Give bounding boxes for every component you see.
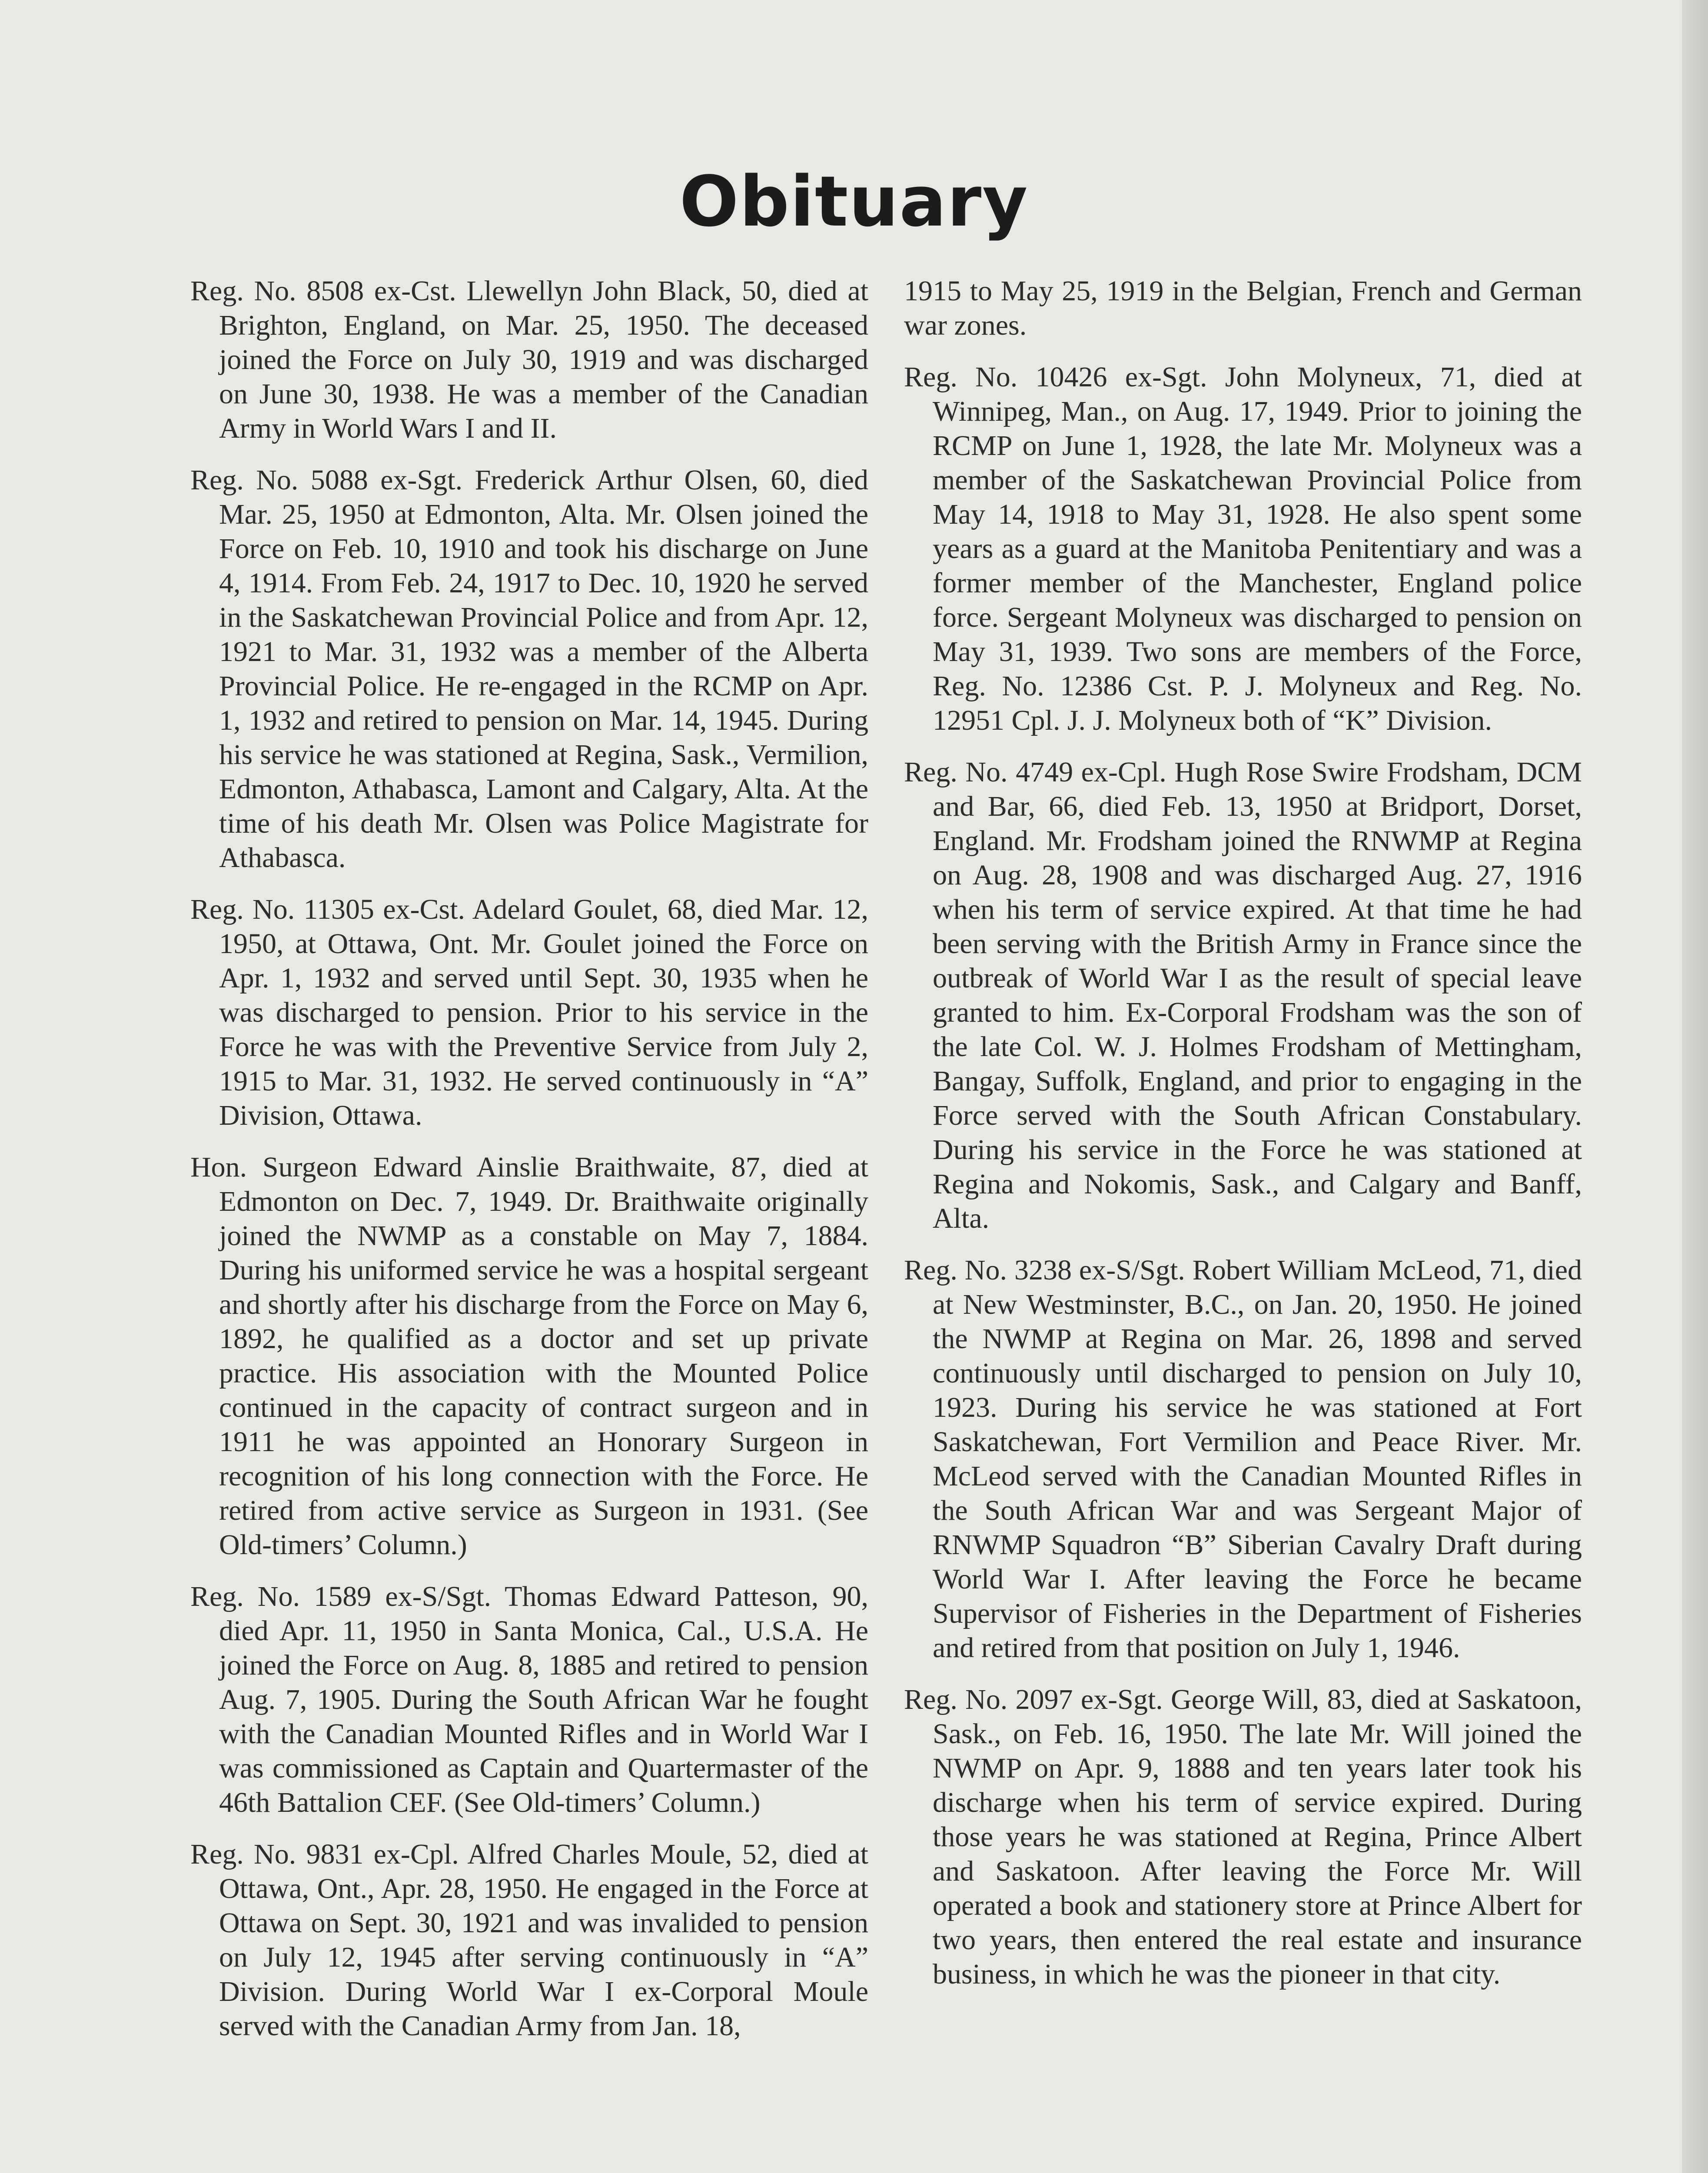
obituary-entry-molyneux: Reg. No. 10426 ex-Sgt. John Molyneux, 71, died at Winnipeg, Man., on Aug. 17, 1949. Prior to joining the RCMP on June 1, 1928, the late Mr. Molyneux was a member of the Saskatchewan Provincial Police from May 14, 1918 to May 31, 1928. He also spent some years as a guard at the Manitoba Penitentiary and was a former member of the Manchester, England police force. Sergeant Molyneux was discharged to pension on May 31, 1939. Two sons are members of the Force, Reg. No. 12386 Cst. P. J. Molyneux and Reg. No. 12951 Cpl. J. J. Molyneux both of “K” Division. — [904, 361, 1582, 736]
page-title: Obituary — [679, 161, 1029, 242]
obituary-entry-moule-continued: 1915 to May 25, 1919 in the Belgian, French and German war zones. — [904, 275, 1582, 341]
page-edge — [1682, 0, 1708, 2173]
obituary-entry-frodsham: Reg. No. 4749 ex-Cpl. Hugh Rose Swire Frodsham, DCM and Bar, 66, died Feb. 13, 1950 at Bridport, Dorset, England. Mr. Frodsham joined the RNWMP at Regina on Aug. 28, 1908 and was discharged Aug. 27, 1916 when his term of service expired. At that time he had been serving with the British Army in France since the outbreak of World War I as the result of special leave granted to him. Ex-Corporal Frodsham was the son of the late Col. W. J. Holmes Frodsham of Mettingham, Bangay, Suffolk, England, and prior to engaging in the Force served with the South African Constabulary. During his service in the Force he was stationed at Regina and Nokomis, Sask., and Calgary and Banff, Alta. — [904, 756, 1582, 1234]
obituary-entry-olsen: Reg. No. 5088 ex-Sgt. Frederick Arthur Olsen, 60, died Mar. 25, 1950 at Edmonton, Alta. Mr. Olsen joined the Force on Feb. 10, 1910 and took his discharge on June 4, 1914. From Feb. 24, 1917 to Dec. 10, 1920 he served in the Saskatchewan Provincial Police and from Apr. 12, 1921 to Mar. 31, 1932 was a member of the Alberta Provincial Police. He re-engaged in the RCMP on Apr. 1, 1932 and retired to pension on Mar. 14, 1945. During his service he was stationed at Regina, Sask., Vermilion, Edmonton, Athabasca, Lamont and Calgary, Alta. At the time of his death Mr. Olsen was Police Magistrate for Athabasca. — [190, 464, 868, 874]
obituary-entry-moule: Reg. No. 9831 ex-Cpl. Alfred Charles Moule, 52, died at Ottawa, Ont., Apr. 28, 1950. He engaged in the Force at Ottawa on Sept. 30, 1921 and was invalided to pension on July 12, 1945 after serving continuously in “A” Division. During World War I ex-Corporal Moule served with the Canadian Army from Jan. 18, — [190, 1838, 868, 2042]
obituary-entry-black: Reg. No. 8508 ex-Cst. Llewellyn John Black, 50, died at Brighton, England, on Mar. 25, 1950. The deceased joined the Force on July 30, 1919 and was discharged on June 30, 1938. He was a member of the Canadian Army in World Wars I and II. — [190, 275, 868, 444]
obituary-entry-goulet: Reg. No. 11305 ex-Cst. Adelard Goulet, 68, died Mar. 12, 1950, at Ottawa, Ont. Mr. Goulet joined the Force on Apr. 1, 1932 and served until Sept. 30, 1935 when he was discharged to pension. Prior to his service in the Force he was with the Preventive Service from July 2, 1915 to Mar. 31, 1932. He served continuously in “A” Division, Ottawa. — [190, 894, 868, 1131]
obituary-entry-braithwaite: Hon. Surgeon Edward Ainslie Braithwaite, 87, died at Edmonton on Dec. 7, 1949. Dr. Braithwaite originally joined the NWMP as a constable on May 7, 1884. During his uniformed service he was a hospital sergeant and shortly after his discharge from the Force on May 6, 1892, he qualified as a doctor and set up private practice. His association with the Mounted Police continued in the capacity of contract surgeon and in 1911 he was appointed an Honorary Surgeon in recognition of his long connection with the Force. He retired from active service as Surgeon in 1931. (See Old-timers’ Column.) — [190, 1151, 868, 1561]
obituary-entry-will: Reg. No. 2097 ex-Sgt. George Will, 83, died at Saskatoon, Sask., on Feb. 16, 1950. The late Mr. Will joined the NWMP on Apr. 9, 1888 and ten years later took his discharge when his term of service expired. During those years he was stationed at Regina, Prince Albert and Saskatoon. After leaving the Force Mr. Will operated a book and stationery store at Prince Albert for two years, then entered the real estate and insurance business, in which he was the pioneer in that city. — [904, 1684, 1582, 1990]
obituary-entry-patteson: Reg. No. 1589 ex-S/Sgt. Thomas Edward Patteson, 90, died Apr. 11, 1950 in Santa Monica, Cal., U.S.A. He joined the Force on Aug. 8, 1885 and retired to pension Aug. 7, 1905. During the South African War he fought with the Canadian Mounted Rifles and in World War I was commissioned as Captain and Quartermaster of the 46th Battalion CEF. (See Old-timers’ Column.) — [190, 1581, 868, 1818]
left-column — [190, 274, 868, 2060]
right-column — [904, 274, 1582, 2009]
obituary-entry-mcleod: Reg. No. 3238 ex-S/Sgt. Robert William McLeod, 71, died at New Westminster, B.C., on Jan. 20, 1950. He joined the NWMP at Regina on Mar. 26, 1898 and served continuously until discharged to pension on July 10, 1923. During his service he was stationed at Fort Saskatchewan, Fort Vermilion and Peace River. Mr. McLeod served with the Canadian Mounted Rifles in the South African War and was Sergeant Major of RNWMP Squadron “B” Siberian Cavalry Draft during World War I. After leaving the Force he became Supervisor of Fisheries in the Department of Fisheries and retired from that position on July 1, 1946. — [904, 1254, 1582, 1664]
